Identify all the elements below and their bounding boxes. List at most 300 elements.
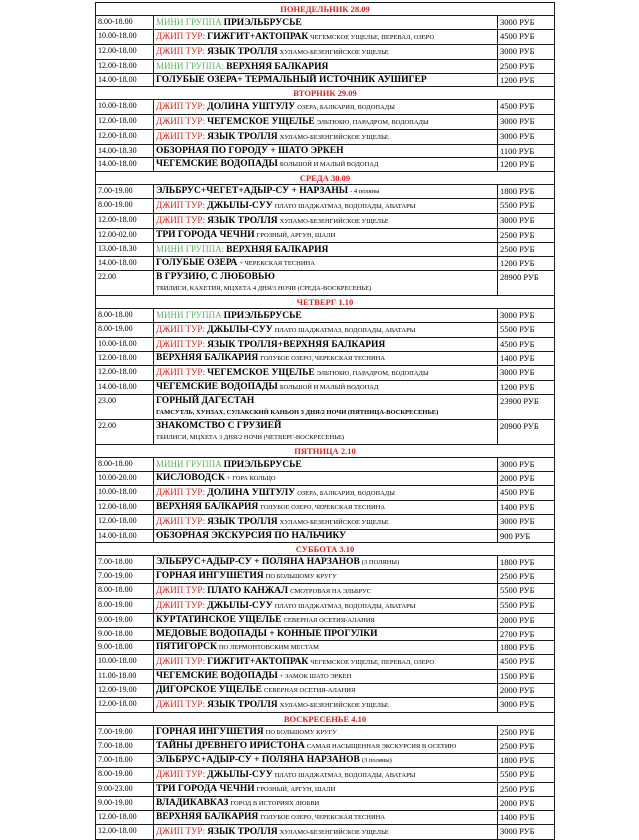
tour-name-cell (154, 684, 498, 698)
tour-description: СЕВЕРНАЯ ОСЕТИЯ-АЛАНИЯ (283, 617, 375, 624)
tour-name-cell (154, 309, 498, 323)
tour-name-cell (154, 323, 498, 338)
tour-price: 3000 РУБ (498, 825, 555, 840)
table-row (96, 395, 555, 420)
tour-title: ЗНАКОМСТВО С ГРУЗИЕЙ (156, 421, 282, 431)
tour-description: ОЗЕРА, БАЛКАРИЯ, ВОДОПАДЫ (297, 104, 395, 111)
tour-name-cell (154, 614, 498, 628)
tour-price: 5500 РУБ (498, 199, 555, 214)
tour-title: ОБЗОРНАЯ ЭКСКУРСИЯ ПО НАЛЬЧИКУ (156, 531, 347, 541)
tour-price: 4500 РУБ (498, 338, 555, 352)
tour-time: 22.00 (96, 420, 154, 445)
table-row (96, 655, 555, 670)
tour-price: 1200 РУБ (498, 257, 555, 271)
tour-time: 10.00-18.00 (96, 30, 154, 45)
jeep-tour-prefix: ДЖИП ТУР: (156, 31, 206, 41)
tour-time: 10.00-18.00 (96, 100, 154, 115)
tour-description: ПЛАТО ШАДЖАТМАЗ, ВОДОПАДЫ, АВАТАРЫ (274, 603, 416, 610)
tour-name-cell (154, 486, 498, 501)
day-title: ПОНЕДЕЛЬНИК 28.09 (96, 3, 555, 16)
tour-time: 8.00-18.00 (96, 458, 154, 472)
tour-time: 12.00-18.00 (96, 352, 154, 366)
tour-name-cell (154, 783, 498, 797)
tour-price: 2500 РУБ (498, 60, 555, 74)
tour-price: 1400 РУБ (498, 352, 555, 366)
tour-title: ВЛАДИКАВКАЗ (156, 798, 229, 808)
tour-description: ХУЛАМО-БЕЗЕНГИЙСКОЕ УЩЕЛЬЕ (279, 702, 389, 709)
tour-name-cell (154, 754, 498, 768)
tour-price: 2500 РУБ (498, 740, 555, 754)
tour-title: ТРИ ГОРОДА ЧЕЧНИ (156, 784, 255, 794)
tour-time: 14.00-18.00 (96, 381, 154, 395)
tour-title: ЧЕГЕМСКОЕ УЩЕЛЬЕ (207, 117, 315, 127)
tour-price: 3000 РУБ (498, 45, 555, 60)
jeep-tour-prefix: ДЖИП ТУР: (156, 699, 206, 709)
tour-time: 7.00-19.00 (96, 726, 154, 740)
tour-name-cell (154, 726, 498, 740)
table-row (96, 768, 555, 783)
tour-description: + ГОРА КОЛЬЦО (226, 475, 276, 482)
tour-time: 12.00-18.00 (96, 214, 154, 229)
tour-title: МЕДОВЫЕ ВОДОПАДЫ + КОННЫЕ ПРОГУЛКИ (156, 629, 378, 639)
mini-group-prefix: МИНИ ГРУППА (156, 310, 222, 320)
table-row (96, 684, 555, 698)
tour-description: ЭЛЬТЮБЮ, ПАРАДРОМ, ВОДОПАДЫ (316, 370, 429, 377)
tour-price: 3000 РУБ (498, 366, 555, 381)
tour-time: 7.00-18.00 (96, 740, 154, 754)
tour-name-cell (154, 530, 498, 543)
tour-description: ХУЛАМО-БЕЗЕНГИЙСКОЕ УЩЕЛЬЕ (279, 829, 389, 836)
tour-name-cell (154, 381, 498, 395)
tour-time: 9.00-18.00 (96, 641, 154, 655)
day-header-row (96, 543, 555, 556)
table-row (96, 584, 555, 599)
table-row (96, 458, 555, 472)
tour-title: ВЕРХНЯЯ БАЛКАРИЯ (156, 502, 259, 512)
tour-description: ГОРОД В ИСТОРИЯХ ЛЮБВИ (230, 800, 320, 807)
mini-group-prefix: МИНИ ГРУППА (156, 459, 222, 469)
tour-time: 9.00-18.00 (96, 628, 154, 641)
tour-title: В ГРУЗИЮ, С ЛЮБОВЬЮ (156, 272, 275, 282)
tour-time: 8.00-18.00 (96, 309, 154, 323)
tour-title: ГИЖГИТ+АКТОПРАК (207, 32, 309, 42)
tour-name-cell (154, 811, 498, 825)
tour-price: 2000 РУБ (498, 472, 555, 486)
tour-title: ДЖЫЛЫ-СУУ (207, 601, 273, 611)
tour-description: ГРОЗНЫЙ, АРГУН, ШАЛИ (256, 232, 336, 239)
tour-details: ГАМСУТЛЬ, ХУНЗАХ, СУЛАКСКИЙ КАНЬОН 3 ДНЯ/2 НОЧИ (ПЯТНИЦА-ВОСКРЕСЕНЬЕ) (156, 409, 439, 416)
tour-name-cell (154, 243, 498, 257)
tour-time: 23.00 (96, 395, 154, 420)
tour-title: ЧЕГЕМСКОЕ УЩЕЛЬЕ (207, 368, 315, 378)
tour-time: 7.00-18.00 (96, 754, 154, 768)
tour-name-cell (154, 698, 498, 713)
tour-time: 14.00-18.00 (96, 257, 154, 271)
tour-name-cell (154, 366, 498, 381)
tour-name-cell (154, 472, 498, 486)
table-row (96, 486, 555, 501)
table-row (96, 726, 555, 740)
tour-title: КИСЛОВОДСК (156, 473, 225, 483)
tour-description: + ЧЕРЕКСКАЯ ТЕСНИНА (239, 260, 315, 267)
tour-name-cell (154, 229, 498, 243)
tour-name-cell (154, 768, 498, 783)
table-row (96, 420, 555, 445)
tour-price: 2000 РУБ (498, 797, 555, 811)
table-row (96, 740, 555, 754)
tour-name-cell (154, 655, 498, 670)
table-row (96, 352, 555, 366)
tour-price: 20900 РУБ (498, 420, 555, 445)
tour-time: 8.00-19.00 (96, 199, 154, 214)
tour-name-cell (154, 185, 498, 199)
table-row (96, 530, 555, 543)
tour-time: 10.00-18.00 (96, 338, 154, 352)
tour-price: 2000 РУБ (498, 614, 555, 628)
tour-price: 3000 РУБ (498, 515, 555, 530)
tour-name-cell (154, 641, 498, 655)
tour-title: ГОЛУБЫЕ ОЗЕРА (156, 258, 238, 268)
jeep-tour-prefix: ДЖИП ТУР: (156, 131, 206, 141)
tour-title: ДОЛИНА УШТУЛУ (207, 102, 296, 112)
tour-time: 22.00 (96, 271, 154, 296)
tour-price: 3000 РУБ (498, 16, 555, 30)
table-row (96, 366, 555, 381)
jeep-tour-prefix: ДЖИП ТУР: (156, 516, 206, 526)
tour-description: ЧЕГЕМСКОЕ УЩЕЛЬЕ, ПЕРЕВАЛ, ОЗЕРО (310, 659, 435, 666)
tour-price: 3000 РУБ (498, 698, 555, 713)
tour-time: 10.00-20.00 (96, 472, 154, 486)
tour-description: ХУЛАМО-БЕЗЕНГИЙСКОЕ УЩЕЛЬЕ (279, 134, 389, 141)
tour-price: 1800 РУБ (498, 185, 555, 199)
tour-price: 1800 РУБ (498, 754, 555, 768)
tour-title: ЭЛЬБРУС+АДЫР-СУ + ПОЛЯНА НАРЗАНОВ (156, 557, 360, 567)
tour-time: 10.00-18.00 (96, 655, 154, 670)
tour-title: ГОРНЫЙ ДАГЕСТАН (156, 396, 255, 406)
tour-title: ДОЛИНА УШТУЛУ (207, 488, 296, 498)
tour-description: ЧЕГЕМСКОЕ УЩЕЛЬЕ, ПЕРЕВАЛ, ОЗЕРО (310, 34, 435, 41)
tour-price: 1200 РУБ (498, 381, 555, 395)
tour-description: ХУЛАМО-БЕЗЕНГИЙСКОЕ УЩЕЛЬЕ (279, 218, 389, 225)
tour-time: 8.00-18.00 (96, 16, 154, 30)
tour-price: 4500 РУБ (498, 655, 555, 670)
table-row (96, 199, 555, 214)
jeep-tour-prefix: ДЖИП ТУР: (156, 367, 206, 377)
tour-title: ЧЕГЕМСКИЕ ВОДОПАДЫ (156, 159, 278, 169)
tour-description: ХУЛАМО-БЕЗЕНГИЙСКОЕ УЩЕЛЬЕ (279, 49, 389, 56)
tour-description: (3 ПОЛЯНЫ) (361, 559, 400, 566)
tour-name-cell (154, 556, 498, 570)
tour-name-cell (154, 16, 498, 30)
tour-time: 14.00-18.00 (96, 74, 154, 87)
tour-description: СЕВЕРНАЯ ОСЕТИЯ-АЛАНИЯ (263, 687, 356, 694)
table-row (96, 381, 555, 395)
day-title: ЧЕТВЕРГ 1.10 (96, 296, 555, 309)
tour-title: ЭЛЬБРУС+ЧЕГЕТ+АДЫР-СУ + НАРЗАНЫ (156, 186, 349, 196)
jeep-tour-prefix: ДЖИП ТУР: (156, 826, 206, 836)
tour-details: ТБИЛИСИ, КАХЕТИЯ, МЦХЕТА 4 ДНЯ/3 НОЧИ (СРЕДА-ВОСКРЕСЕНЬЕ) (156, 285, 372, 292)
tour-description: ПЛАТО ШАДЖАТМАЗ, ВОДОПАДЫ, АВАТАРЫ (274, 327, 416, 334)
tour-name-cell (154, 74, 498, 87)
tour-price: 2500 РУБ (498, 229, 555, 243)
tour-price: 3000 РУБ (498, 214, 555, 229)
tour-title: ЯЗЫК ТРОЛЛЯ (207, 216, 278, 226)
table-row (96, 16, 555, 30)
tour-time: 12.00-18.00 (96, 811, 154, 825)
tour-time: 12.00-18.00 (96, 45, 154, 60)
tour-price: 900 РУБ (498, 530, 555, 543)
tour-time: 7.00-18.00 (96, 556, 154, 570)
tour-name-cell (154, 115, 498, 130)
tour-time: 12.00-19.00 (96, 684, 154, 698)
tour-title: ЧЕГЕМСКИЕ ВОДОПАДЫ (156, 382, 278, 392)
tour-name-cell (154, 515, 498, 530)
tour-price: 3000 РУБ (498, 130, 555, 145)
table-row (96, 229, 555, 243)
tour-price: 23900 РУБ (498, 395, 555, 420)
tour-price: 3000 РУБ (498, 458, 555, 472)
tour-price: 1400 РУБ (498, 811, 555, 825)
tour-name-cell (154, 30, 498, 45)
tour-title: ГОЛУБЫЕ ОЗЕРА+ ТЕРМАЛЬНЫЙ ИСТОЧНИК АУШИГЕР (156, 75, 427, 85)
tour-time: 8.00-19.00 (96, 599, 154, 614)
schedule-table (95, 2, 555, 840)
day-title: СРЕДА 30.09 (96, 172, 555, 185)
tour-price: 5500 РУБ (498, 599, 555, 614)
tour-price: 1400 РУБ (498, 501, 555, 515)
tour-description: (3 поляны) (361, 757, 392, 764)
table-row (96, 515, 555, 530)
day-header-row (96, 3, 555, 16)
table-row (96, 130, 555, 145)
tour-time: 12.00-02.00 (96, 229, 154, 243)
tour-name-cell (154, 825, 498, 840)
tour-title: ЯЗЫК ТРОЛЛЯ (207, 700, 278, 710)
tour-description: ПО БОЛЬШОМУ КРУГУ (265, 573, 337, 580)
tour-time: 13.00-18.30 (96, 243, 154, 257)
tour-name-cell (154, 45, 498, 60)
table-row (96, 614, 555, 628)
tour-time: 7.00-19.00 (96, 570, 154, 584)
day-header-row (96, 87, 555, 100)
tour-title: ЯЗЫК ТРОЛЛЯ (207, 827, 278, 837)
tour-name-cell (154, 271, 498, 296)
tour-time: 12.00-18.00 (96, 825, 154, 840)
tour-title: ДЖЫЛЫ-СУУ (207, 770, 273, 780)
tour-title: ЭЛЬБРУС+АДЫР-СУ + ПОЛЯНА НАРЗАНОВ (156, 755, 360, 765)
tour-price: 1800 РУБ (498, 641, 555, 655)
table-row (96, 214, 555, 229)
tour-name-cell (154, 158, 498, 172)
jeep-tour-prefix: ДЖИП ТУР: (156, 600, 206, 610)
tour-price: 28900 РУБ (498, 271, 555, 296)
tour-description: БОЛЬШОЙ И МАЛЫЙ ВОДОПАД (279, 161, 379, 168)
jeep-tour-prefix: ДЖИП ТУР: (156, 339, 206, 349)
tour-title: ЯЗЫК ТРОЛЛЯ (207, 517, 278, 527)
tour-title: ПРИЭЛЬБРУСЬЕ (223, 18, 302, 28)
table-row (96, 243, 555, 257)
tour-title: ТАЙНЫ ДРЕВНЕГО ИРИСТОНА (156, 741, 305, 751)
table-row (96, 599, 555, 614)
tour-name-cell (154, 145, 498, 158)
tour-time: 12.00-18.00 (96, 515, 154, 530)
jeep-tour-prefix: ДЖИП ТУР: (156, 101, 206, 111)
tour-price: 3000 РУБ (498, 115, 555, 130)
tour-description: ЭЛЬТЮБЮ, ПАРАДРОМ, ВОДОПАДЫ (316, 119, 429, 126)
table-row (96, 271, 555, 296)
tour-description: ГОЛУБОЕ ОЗЕРО, ЧЕРЕКСКАЯ ТЕСНИНА (260, 355, 386, 362)
tour-name-cell (154, 420, 498, 445)
tour-price: 3000 РУБ (498, 309, 555, 323)
jeep-tour-prefix: ДЖИП ТУР: (156, 215, 206, 225)
tour-price: 1100 РУБ (498, 145, 555, 158)
tour-name-cell (154, 214, 498, 229)
tour-time: 9.00-19.00 (96, 797, 154, 811)
table-row (96, 501, 555, 515)
table-row (96, 783, 555, 797)
tour-description: ПО ЛЕРМОНТОВСКИМ МЕСТАМ (218, 644, 319, 651)
table-row (96, 145, 555, 158)
jeep-tour-prefix: ДЖИП ТУР: (156, 656, 206, 666)
tour-description: ПЛАТО ШАДЖАТМАЗ, ВОДОПАДЫ, АВАТАРЫ (274, 772, 416, 779)
tour-title: ПЯТИГОРСК (156, 642, 217, 652)
tour-time: 8.00-19.00 (96, 323, 154, 338)
tour-description: ГРОЗНЫЙ, АРГУН, ШАЛИ (256, 786, 336, 793)
tour-title: ЯЗЫК ТРОЛЛЯ (207, 132, 278, 142)
tour-price: 1200 РУБ (498, 158, 555, 172)
jeep-tour-prefix: ДЖИП ТУР: (156, 116, 206, 126)
tour-title: ВЕРХНЯЯ БАЛКАРИЯ (156, 812, 259, 822)
tour-title: ТРИ ГОРОДА ЧЕЧНИ (156, 230, 255, 240)
jeep-tour-prefix: ДЖИП ТУР: (156, 487, 206, 497)
tour-title: ВЕРХНЯЯ БАЛКАРИЯ (156, 353, 259, 363)
tour-name-cell (154, 458, 498, 472)
tour-time: 12.00-18.00 (96, 501, 154, 515)
tour-details: ТБИЛИСИ, МЦХЕТА 3 ДНЯ/2 НОЧИ (ЧЕТВЕРГ-ВОСКРЕСЕНЬЕ) (156, 434, 345, 441)
tour-description: ОЗЕРА, БАЛКАРИЯ, ВОДОПАДЫ (297, 490, 395, 497)
tour-time: 7.00-19.00 (96, 185, 154, 199)
tour-name-cell (154, 199, 498, 214)
tour-price: 2000 РУБ (498, 684, 555, 698)
table-row (96, 45, 555, 60)
tour-time: 14.00-18.00 (96, 158, 154, 172)
tour-title: ПРИЭЛЬБРУСЬЕ (223, 311, 302, 321)
tour-description: ГОЛУБОЕ ОЗЕРО, ЧЕРЕКСКАЯ ТЕСНИНА (260, 814, 386, 821)
tour-description: - 4 поляны (350, 188, 380, 195)
tour-name-cell (154, 797, 498, 811)
table-row (96, 158, 555, 172)
tour-description: САМАЯ НАСЫЩЕННАЯ ЭКСКУРСИЯ В ОСЕТИЮ (306, 743, 457, 750)
table-row (96, 309, 555, 323)
table-row (96, 698, 555, 713)
day-title: СУББОТА 3.10 (96, 543, 555, 556)
tour-price: 4500 РУБ (498, 486, 555, 501)
table-row (96, 115, 555, 130)
table-row (96, 797, 555, 811)
table-row (96, 74, 555, 87)
tour-time: 12.00-18.00 (96, 115, 154, 130)
tour-title: ДЖЫЛЫ-СУУ (207, 201, 273, 211)
table-row (96, 628, 555, 641)
tour-price: 5500 РУБ (498, 768, 555, 783)
tour-price: 4500 РУБ (498, 100, 555, 115)
day-header-row (96, 296, 555, 309)
tour-title: ДИГОРСКОЕ УЩЕЛЬЕ (156, 685, 262, 695)
tour-price: 1500 РУБ (498, 670, 555, 684)
tour-name-cell (154, 628, 498, 641)
day-title: ПЯТНИЦА 2.10 (96, 445, 555, 458)
tour-name-cell (154, 570, 498, 584)
tour-price: 2500 РУБ (498, 726, 555, 740)
tour-time: 9.00-19.00 (96, 614, 154, 628)
jeep-tour-prefix: ДЖИП ТУР: (156, 585, 206, 595)
tour-description: ХУЛАМО-БЕЗЕНГИЙСКОЕ УЩЕЛЬЕ (279, 519, 389, 526)
tour-time: 12.00-18.00 (96, 698, 154, 713)
table-row (96, 556, 555, 570)
table-row (96, 570, 555, 584)
jeep-tour-prefix: ДЖИП ТУР: (156, 324, 206, 334)
tour-name-cell (154, 670, 498, 684)
table-row (96, 641, 555, 655)
tour-description: + ЗАМОК ШАТО ЭРКЕН (279, 673, 352, 680)
tour-title: ЯЗЫК ТРОЛЛЯ (207, 47, 278, 57)
tour-time: 8.00-19.00 (96, 768, 154, 783)
tour-price: 4500 РУБ (498, 30, 555, 45)
table-row (96, 30, 555, 45)
tour-title: ГОРНАЯ ИНГУШЕТИЯ (156, 727, 264, 737)
tour-name-cell (154, 501, 498, 515)
tour-name-cell (154, 740, 498, 754)
table-row (96, 60, 555, 74)
tour-description: ГОЛУБОЕ ОЗЕРО, ЧЕРЕКСКАЯ ТЕСНИНА (260, 504, 386, 511)
tour-description: ПО БОЛЬШОМУ КРУГУ (265, 729, 337, 736)
tour-time: 9.00-23.00 (96, 783, 154, 797)
tour-time: 12.00-18.00 (96, 366, 154, 381)
tour-name-cell (154, 395, 498, 420)
day-header-row (96, 172, 555, 185)
tour-price: 2500 РУБ (498, 570, 555, 584)
tour-title: ВЕРХНЯЯ БАЛКАРИЯ (226, 245, 329, 255)
tour-title: ПЛАТО КАНЖАЛ (207, 586, 289, 596)
tour-name-cell (154, 60, 498, 74)
day-title: ВТОРНИК 29.09 (96, 87, 555, 100)
tour-name-cell (154, 338, 498, 352)
mini-group-prefix: МИНИ ГРУППА: (156, 244, 225, 254)
tour-name-cell (154, 100, 498, 115)
tour-title: ЧЕГЕМСКИЕ ВОДОПАДЫ (156, 671, 278, 681)
tour-price: 5500 РУБ (498, 323, 555, 338)
tour-name-cell (154, 599, 498, 614)
jeep-tour-prefix: ДЖИП ТУР: (156, 200, 206, 210)
table-row (96, 825, 555, 840)
tour-title: ДЖЫЛЫ-СУУ (207, 325, 273, 335)
tour-price: 5500 РУБ (498, 584, 555, 599)
tour-time: 8.00-18.00 (96, 584, 154, 599)
table-row (96, 472, 555, 486)
tour-time: 12.00-18.00 (96, 60, 154, 74)
tour-title: ГИЖГИТ+АКТОПРАК (207, 657, 309, 667)
tour-price: 2500 РУБ (498, 243, 555, 257)
table-row (96, 811, 555, 825)
tour-title: ЯЗЫК ТРОЛЛЯ+ВЕРХНЯЯ БАЛКАРИЯ (207, 340, 386, 350)
tour-time: 11.00-18.00 (96, 670, 154, 684)
tour-name-cell (154, 257, 498, 271)
table-row (96, 670, 555, 684)
tour-description: СМОТРОВАЯ НА ЭЛЬБРУС (290, 588, 372, 595)
tour-price: 1200 РУБ (498, 74, 555, 87)
tour-name-cell (154, 352, 498, 366)
mini-group-prefix: МИНИ ГРУППА: (156, 61, 225, 71)
